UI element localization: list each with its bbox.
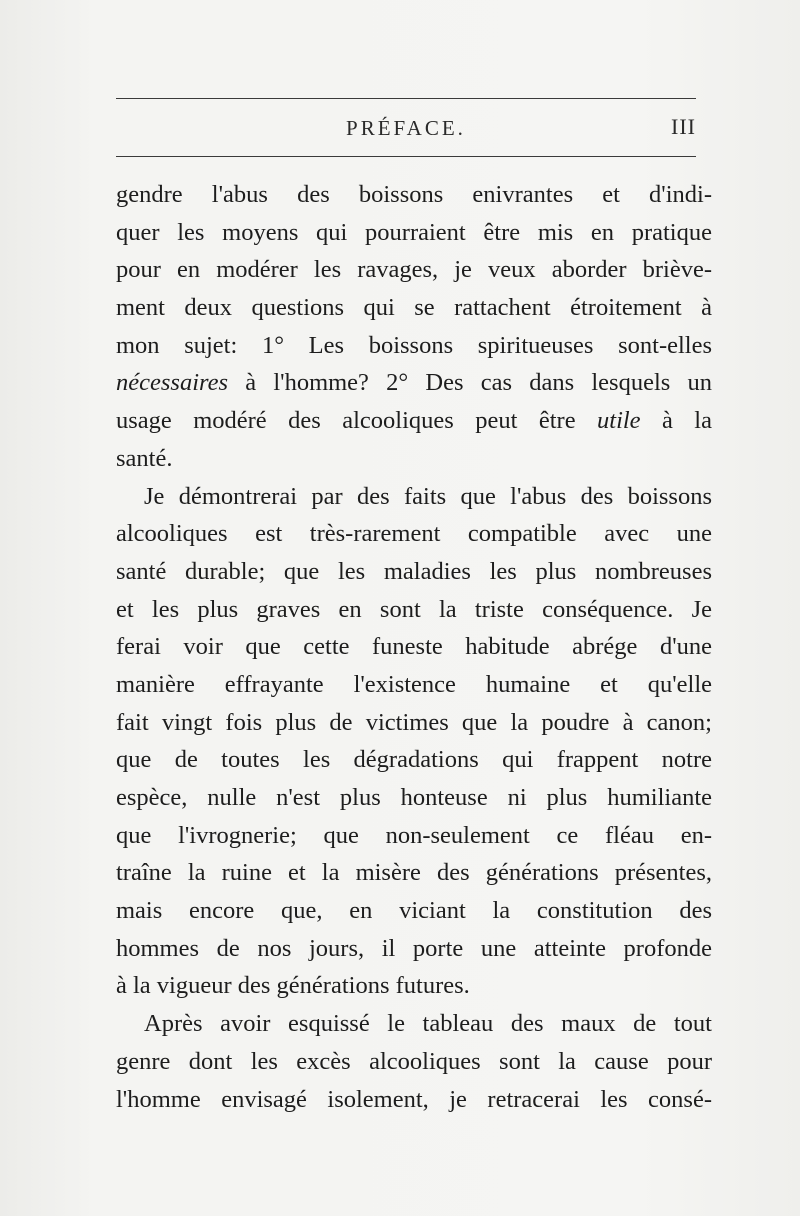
text-line: mais encore que, en viciant la constitution des xyxy=(116,897,712,925)
text-line: que de toutes les dégradations qui frappent notre xyxy=(116,746,712,774)
text-line: et les plus graves en sont la triste conséquence. Je xyxy=(116,595,712,623)
text-line: santé. xyxy=(116,444,173,472)
text-line: ferai voir que cette funeste habitude abrége d'une xyxy=(116,633,712,661)
text-line: traîne la ruine et la misère des générations présentes, xyxy=(116,859,712,887)
text-line: genre dont les excès alcooliques sont la cause pour xyxy=(116,1047,712,1075)
page-number: III xyxy=(671,114,696,139)
text-line: gendre l'abus des boissons enivrantes et d'indi- xyxy=(116,181,712,208)
text-line: à la vigueur des générations futures. xyxy=(116,972,470,1000)
running-head xyxy=(116,114,696,148)
italic-word: utile xyxy=(597,407,641,435)
running-title: PRÉFACE. xyxy=(346,116,466,140)
text-line: manière effrayante l'existence humaine et qu'elle xyxy=(116,670,712,698)
text-line: alcooliques est très-rarement compatible avec une xyxy=(116,520,712,548)
text-line: Après avoir esquissé le tableau des maux de tout xyxy=(144,1010,712,1038)
text-line: pour en modérer les ravages, je veux aborder briève- xyxy=(116,256,712,284)
body-text xyxy=(116,176,712,1118)
text-line: Je démontrerai par des faits que l'abus des boissons xyxy=(144,482,712,510)
text-line: l'homme envisagé isolement, je retracerai les consé- xyxy=(116,1085,712,1113)
text-line: hommes de nos jours, il porte une atteinte profonde xyxy=(116,934,712,962)
header-rule-bottom xyxy=(116,156,696,157)
text-line: que l'ivrognerie; que non-seulement ce fléau en- xyxy=(116,821,712,849)
text-line: santé durable; que les maladies les plus nombreuses xyxy=(116,557,712,585)
text-line: mon sujet: 1° Les boissons spiritueuses sont-elles xyxy=(116,331,712,359)
italic-word: nécessaires xyxy=(116,369,229,397)
text-line: ment deux questions qui se rattachent étroitement à xyxy=(116,294,712,322)
text-line: quer les moyens qui pourraient être mis en pratique xyxy=(116,218,712,246)
text-line: fait vingt fois plus de victimes que la poudre à canon; xyxy=(116,708,712,736)
text-line-with-italic: nécessaires à l'homme? 2° Des cas dans lesquels un xyxy=(116,369,712,397)
text-line-with-italic: usage modéré des alcooliques peut être utile à la xyxy=(116,407,712,435)
text-line: espèce, nulle n'est plus honteuse ni plus humiliante xyxy=(116,784,712,811)
header-rule-top xyxy=(116,98,696,99)
